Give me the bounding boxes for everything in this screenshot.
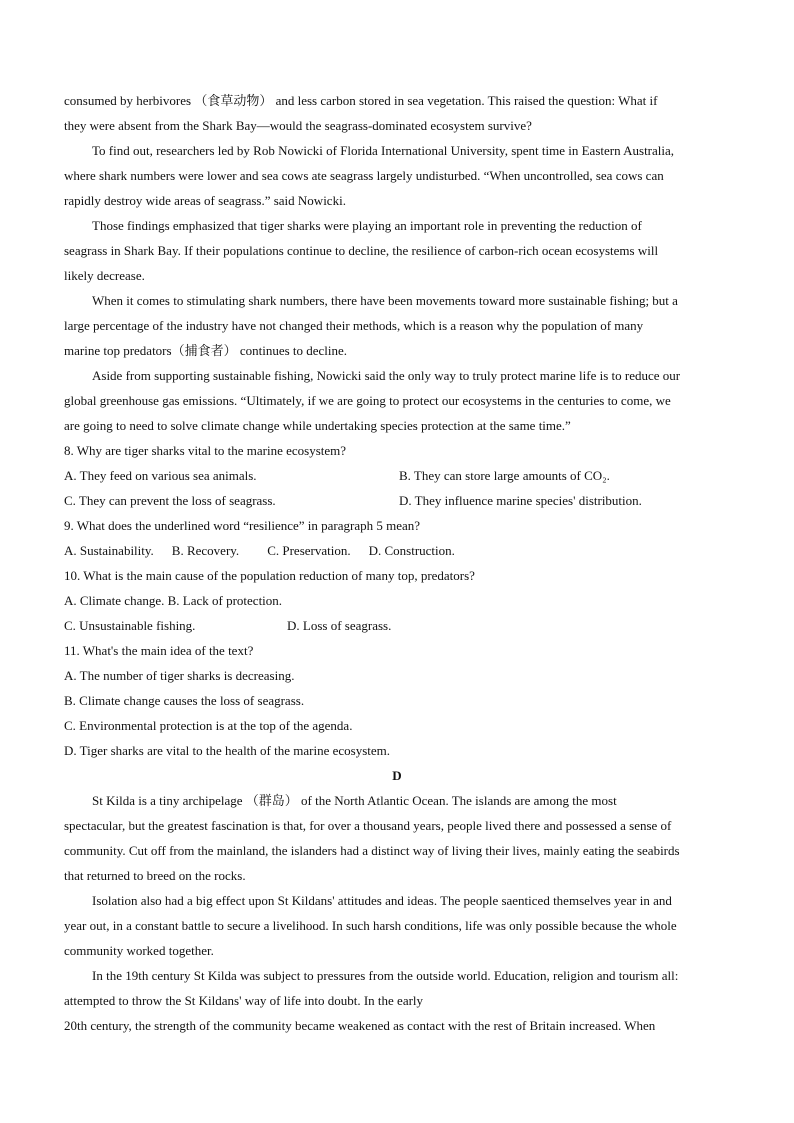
passage-c-continued [64,88,730,438]
paragraph-line: Those findings emphasized that tiger sharks were playing an important role in preventing the reduction of [92,218,642,233]
question-stem: 10. What is the main cause of the population reduction of many top, predators? [64,568,475,583]
question-9 [64,513,730,563]
question-10 [64,563,730,638]
paragraph-line: where shark numbers were lower and sea cows ate seagrass largely undisturbed. “When uncontrolled, sea cows can [64,168,664,183]
paragraph-line: that returned to breed on the rocks. [64,868,246,883]
paragraph-line: attempted to throw the St Kildans' way of life into doubt. In the early [64,993,424,1008]
option-b: B. They can store large amounts of CO₂. [399,468,610,483]
question-stem: 9. What does the underlined word “resilience” in paragraph 5 mean? [64,518,421,533]
paragraph-line: consumed by herbivores （食草动物） and less carbon stored in sea vegetation. This raised the question: What if [64,93,658,108]
option-b: B. Recovery. [171,543,240,558]
paragraph-line: In the 19th century St Kilda was subject to pressures from the outside world. Education, religion and tourism all: [92,968,679,983]
paragraph-line: Isolation also had a big effect upon St Kildans' attitudes and ideas. The people saenticed themselves year in and [92,893,672,908]
paragraph-line: seagrass in Shark Bay. If their populations continue to decline, the resilience of carbon-rich ocean ecosystems will [64,243,659,258]
option-a: A. They feed on various sea animals. [64,468,257,483]
option-row [64,538,730,563]
option-d: D. Tiger sharks are vital to the health of the marine ecosystem. [64,743,391,758]
option-a: A. The number of tiger sharks is decreasing. [64,668,295,683]
paragraph-line: community. Cut off from the mainland, the islanders had a distinct way of living their lives, mainly eating the seabirds [64,843,680,858]
paragraph-line: global greenhouse gas emissions. “Ultimately, if we are going to protect our ecosystems in the centuries to come, we [64,393,671,408]
option-row [64,613,730,638]
paragraph-line: spectacular, but the greatest fascination is that, for over a thousand years, people lived there and possessed a sense of [64,818,672,833]
paragraph-line: year out, in a constant battle to secure a livelihood. In such harsh conditions, life was only possible because the whole [64,918,677,933]
option-a: A. Sustainability. [64,543,154,558]
question-stem: 8. Why are tiger sharks vital to the marine ecosystem? [64,443,347,458]
paragraph-line: large percentage of the industry have not changed their methods, which is a reason why the population of many [64,318,644,333]
option-c: C. Unsustainable fishing. [64,618,196,633]
document-page [64,88,730,1038]
paragraph-line: 20th century, the strength of the community became weakened as contact with the rest of Britain increased. When [64,1018,656,1033]
question-stem: 11. What's the main idea of the text? [64,643,254,658]
option-a-b: A. Climate change. B. Lack of protection. [64,593,283,608]
option-c: C. Preservation. [267,543,351,558]
option-b: B. Climate change causes the loss of seagrass. [64,693,305,708]
option-d: D. They influence marine species' distribution. [399,493,642,508]
paragraph-line: To find out, researchers led by Rob Nowicki of Florida International University, spent time in Eastern Australia, [92,143,675,158]
paragraph-line: When it comes to stimulating shark numbers, there have been movements toward more sustainable fishing; but a [92,293,678,308]
paragraph-line: are going to need to solve climate change while undertaking species protection at the same time.” [64,418,571,433]
paragraph-line: Aside from supporting sustainable fishing, Nowicki said the only way to truly protect marine life is to reduce our [92,368,681,383]
option-c: C. Environmental protection is at the top of the agenda. [64,718,353,733]
option-d: D. Loss of seagrass. [287,618,392,633]
passage-d [64,788,730,1038]
option-c: C. They can prevent the loss of seagrass. [64,493,276,508]
paragraph-line: community worked together. [64,943,214,958]
option-row [64,488,730,513]
paragraph-line: marine top predators（捕食者） continues to decline. [64,343,348,358]
paragraph-line: rapidly destroy wide areas of seagrass.” said Nowicki. [64,193,346,208]
paragraph-line: St Kilda is a tiny archipelage （群岛） of the North Atlantic Ocean. The islands are among the most [92,793,617,808]
paragraph-line: likely decrease. [64,268,145,283]
question-11 [64,638,730,763]
option-row [64,463,730,488]
paragraph-line: they were absent from the Shark Bay—would the seagrass-dominated ecosystem survive? [64,118,532,133]
section-heading: D [392,768,402,783]
option-d: D. Construction. [368,543,455,558]
question-8 [64,438,730,513]
